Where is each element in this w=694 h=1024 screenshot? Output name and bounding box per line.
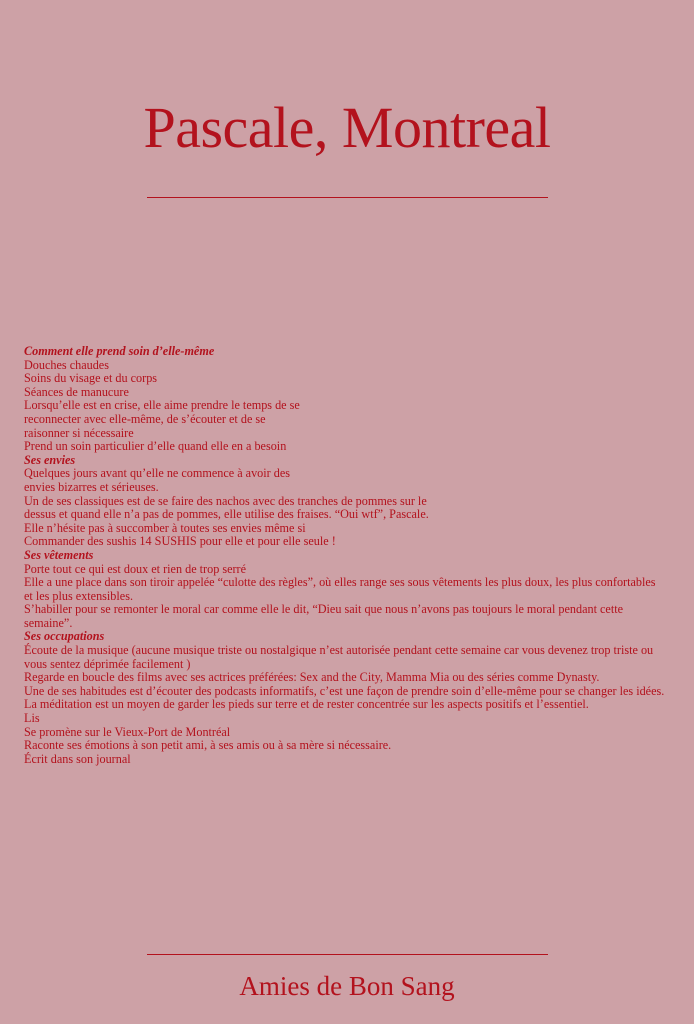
text-line: raisonner si nécessaire: [24, 425, 134, 440]
text-line: Regarde en boucle des films avec ses actrices préférées: Sex and the City, Mamma Mia ou des séries comme Dynasty.: [24, 670, 600, 685]
text-line: Écoute de la musique (aucune musique triste ou nostalgique n’est autorisée pendant cette semaine car vous devenez trop triste ou: [24, 643, 654, 658]
text-line: et les plus extensibles.: [24, 588, 133, 603]
text-line: Prend un soin particulier d’elle quand elle en a besoin: [24, 439, 287, 454]
text-line: Un de ses classiques est de se faire des nachos avec des tranches de pommes sur le: [24, 493, 427, 508]
text-line: envies bizarres et sérieuses.: [24, 479, 159, 494]
text-line: Lis: [24, 711, 40, 726]
text-line: Elle n’hésite pas à succomber à toutes ses envies même si: [24, 520, 306, 535]
bottom-divider: [147, 954, 548, 955]
text-line: Lorsqu’elle est en crise, elle aime prendre le temps de se: [24, 398, 300, 413]
text-line: Raconte ses émotions à son petit ami, à ses amis ou à sa mère si nécessaire.: [24, 738, 392, 753]
section-cravings: [24, 454, 690, 549]
section-heading: Ses occupations: [24, 629, 105, 644]
text-line: Douches chaudes: [24, 357, 109, 372]
footer-brand: Amies de Bon Sang: [239, 971, 455, 1001]
text-line: Soins du visage et du corps: [24, 371, 158, 386]
text-line: Se promène sur le Vieux-Port de Montréal: [24, 724, 231, 739]
text-line: Quelques jours avant qu’elle ne commence à avoir des: [24, 466, 290, 481]
section-heading: Ses vêtements: [24, 547, 94, 562]
text-line: Écrit dans son journal: [24, 751, 131, 766]
section-activities: [24, 630, 690, 766]
text-line: Une de ses habitudes est d’écouter des podcasts informatifs, c’est une façon de prendre soin d’elle-même pour se changer les idées.: [24, 683, 665, 698]
section-clothing: [24, 549, 690, 631]
text-line: La méditation est un moyen de garder les pieds sur terre et de rester concentrée sur les aspects positifs et l’essentiel.: [24, 697, 589, 712]
page-title: Pascale, Montreal: [143, 95, 551, 160]
section-heading: Comment elle prend soin d’elle-même: [24, 344, 215, 358]
text-line: dessus et quand elle n’a pas de pommes, elle utilise des fraises. “Oui wtf”, Pascale.: [24, 507, 429, 522]
text-line: Elle a une place dans son tiroir appelée “culotte des règles”, où elles range ses sous vêtements les plus doux, les plus confortables: [24, 575, 656, 590]
text-line: semaine”.: [24, 615, 73, 630]
text-line: S’habiller pour se remonter le moral car comme elle le dit, “Dieu sait que nous n’avons pas toujours le moral pendant cette: [24, 602, 624, 617]
section-self-care: [24, 345, 690, 454]
text-line: vous sentez déprimée facilement ): [24, 656, 191, 671]
body-text: [24, 345, 690, 766]
top-divider: [147, 197, 548, 198]
section-heading: Ses envies: [24, 452, 76, 467]
text-line: Commander des sushis 14 SUSHIS pour elle et pour elle seule !: [24, 534, 336, 549]
text-line: reconnecter avec elle-même, de s’écouter et de se: [24, 411, 266, 426]
text-line: Porte tout ce qui est doux et rien de trop serré: [24, 561, 247, 576]
text-line: Séances de manucure: [24, 384, 129, 399]
